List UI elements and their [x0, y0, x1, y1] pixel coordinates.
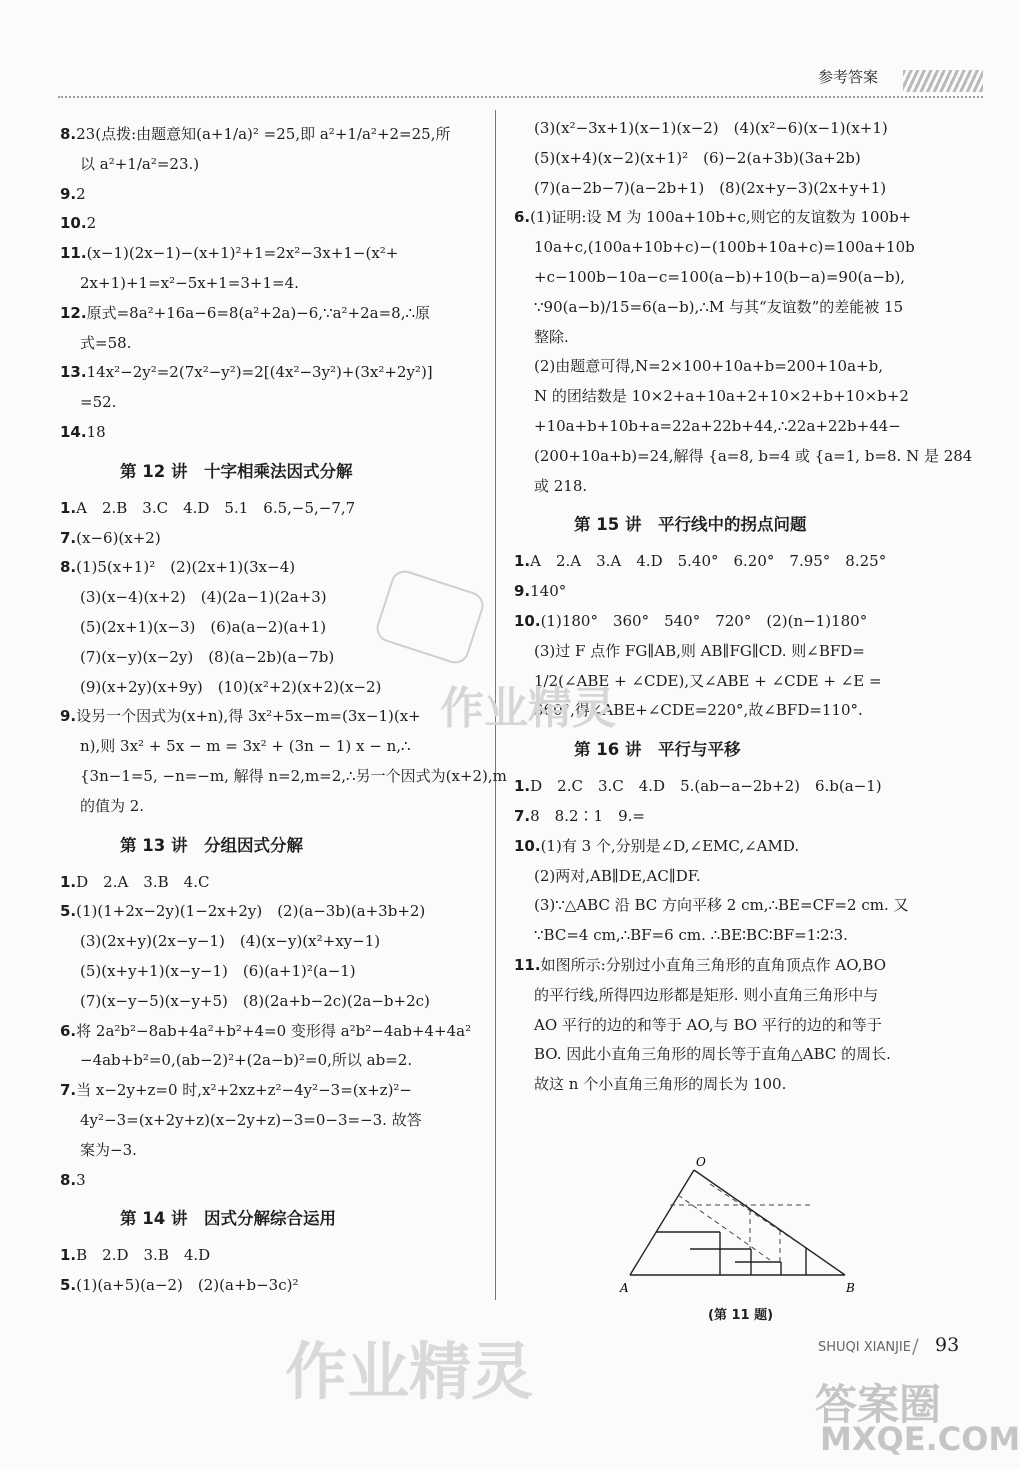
answer-text: A 2.A 3.A 4.D 5.40° 6.20° 7.95° 8.25° — [530, 552, 887, 571]
watermark-corner: 答案圈 — [815, 1380, 942, 1429]
answer-text: N 的团结数是 10×2+a+10a+2+10×2+b+10×b+2 — [534, 387, 909, 406]
answer-line — [80, 587, 327, 607]
answer-line — [534, 267, 905, 287]
section-heading: 第 13 讲 分组因式分解 — [120, 835, 303, 855]
answer-text: 2x+1)+1=x²−5x+1=3+1=4. — [80, 274, 299, 292]
answer-line — [80, 1140, 137, 1160]
answer-text: 设另一个因式为(x+n),得 3x²+5x−m=(3x−1)(x+ — [76, 707, 421, 726]
question-number: 11. — [60, 244, 87, 263]
answer-text: 23(点拨:由题意知(a+1/a)² =25,即 a²+1/a²+2=25,所 — [76, 125, 451, 143]
answer-line — [80, 392, 116, 412]
answer-text: D 2.A 3.B 4.C — [76, 872, 210, 891]
answer-text: 的值为 2. — [80, 796, 145, 815]
section-heading: 第 16 讲 平行与平移 — [574, 740, 741, 760]
answer-text: 案为−3. — [80, 1140, 137, 1159]
answer-line — [80, 736, 411, 756]
answer-text: +c−100b−10a−c=100(a−b)+10(b−a)=90(a−b), — [534, 268, 906, 286]
answer-line — [80, 333, 131, 353]
section-heading: 第 14 讲 因式分解综合运用 — [120, 1209, 336, 1229]
answer-text: (3)(x−4)(x+2) (4)(2a−1)(2a+3) — [80, 588, 327, 607]
answer-line — [60, 362, 433, 382]
question-number: 10. — [514, 612, 541, 630]
answer-line — [80, 677, 381, 697]
answer-text: n),则 3x² + 5x − m = 3x² + (3n − 1) x − n,∴ — [80, 737, 411, 756]
question-number: 9. — [60, 184, 77, 203]
answer-line — [80, 991, 430, 1011]
answer-text: 2 — [76, 184, 86, 203]
figure-label-o: O — [696, 1155, 706, 1169]
answer-text: 当 x−2y+z=0 时,x²+2xz+z²−4y²−3=(x+z)²− — [76, 1081, 413, 1100]
answer-text: 10a+c,(100a+10b+c)−(100b+10a+c)=100a+10b — [534, 238, 915, 257]
answer-text: 式=58. — [80, 333, 132, 352]
answer-text: (3)(x²−3x+1)(x−1)(x−2) (4)(x²−6)(x−1)(x+1) — [534, 119, 888, 137]
answer-text: 360°,得∠ABE+∠CDE=220°,故∠BFD=110°. — [534, 701, 863, 720]
answer-line — [534, 297, 903, 317]
answer-text: (1)(a+5)(a−2) (2)(a+b−3c)² — [76, 1276, 299, 1295]
answer-text: (1)5(x+1)² (2)(2x+1)(3x−4) — [76, 558, 296, 577]
answer-text: 3 — [76, 1170, 86, 1189]
answer-text: 2 — [86, 214, 97, 233]
answer-text: (7)(x−y)(x−2y) (8)(a−2b)(a−7b) — [80, 647, 335, 666]
answer-line — [534, 237, 915, 257]
answer-text: 14x²−2y²=2(7x²−y²)=2[(4x²−3y²)+(3x²+2y²)] — [86, 363, 433, 382]
header-decoration — [903, 70, 983, 92]
answer-line — [80, 273, 299, 293]
question-number: 12. — [60, 303, 87, 322]
answer-line — [534, 356, 883, 376]
answer-line — [534, 1015, 882, 1035]
answer-line — [80, 1050, 412, 1070]
answer-line — [534, 895, 909, 915]
answer-line — [534, 327, 569, 347]
answer-text: 如图所示:分别过小直角三角形的直角顶点作 AO,BO — [540, 956, 887, 974]
question-number: 8. — [60, 125, 77, 143]
question-number: 7. — [514, 807, 531, 825]
answer-text: (5)(2x+1)(x−3) (6)a(a−2)(a+1) — [80, 618, 327, 636]
question-number: 7. — [60, 528, 77, 547]
question-number: 5. — [60, 1276, 77, 1295]
answer-line — [534, 866, 701, 886]
answer-line — [80, 647, 334, 667]
answer-text: 8 8.2∶1 9.= — [530, 807, 645, 825]
answer-line — [80, 931, 380, 951]
answer-text: 1/2(∠ABE + ∠CDE),又∠ABE + ∠CDE + ∠E = — [534, 671, 882, 690]
question-number: 6. — [514, 208, 531, 227]
answer-text: ∵BC=4 cm,∴BF=6 cm. ∴BE∶BC∶BF=1∶2∶3. — [534, 926, 848, 945]
answer-line — [60, 422, 106, 442]
section-heading: 第 15 讲 平行线中的拐点问题 — [574, 515, 807, 535]
answer-line — [60, 1170, 86, 1190]
answer-text: D 2.C 3.C 4.D 5.(ab−a−2b+2) 6.b(a−1) — [530, 777, 882, 796]
answer-text: 故这 n 个小直角三角形的周长为 100. — [534, 1075, 787, 1094]
answer-line — [60, 706, 421, 726]
answer-line — [534, 178, 886, 198]
header-rule — [58, 96, 983, 98]
footer-divider: / — [912, 1334, 919, 1358]
watermark-bottom: 作业精灵 — [285, 1335, 534, 1408]
answer-text: 140° — [530, 582, 567, 601]
answer-text: (7)(a−2b−7)(a−2b+1) (8)(2x+y−3)(2x+y+1) — [534, 178, 887, 197]
watermark-url: MXQE.COM — [820, 1420, 1020, 1458]
question-number: 10. — [514, 836, 541, 855]
answer-line — [60, 1245, 210, 1265]
answer-text: (1)有 3 个,分别是∠D,∠EMC,∠AMD. — [540, 836, 800, 855]
answer-text: (5)(x+4)(x−2)(x+1)² (6)−2(a+3b)(3a+2b) — [534, 148, 861, 167]
answer-line — [514, 776, 882, 796]
answer-text: ∵90(a−b)/15=6(a−b),∴M 与其“友谊数”的差能被 15 — [534, 297, 904, 316]
answer-line — [534, 118, 888, 138]
answer-line — [60, 243, 398, 263]
answer-line — [80, 796, 144, 816]
answer-text: AO 平行的边的和等于 AO,与 BO 平行的边的和等于 — [534, 1015, 882, 1034]
answer-text: (3)过 F 点作 FG∥AB,则 AB∥FG∥CD. 则∠BFD= — [534, 641, 865, 660]
question-number: 1. — [514, 552, 531, 571]
answer-text: 或 218. — [534, 476, 588, 495]
answer-line — [514, 551, 886, 571]
watermark-stamp-icon — [373, 567, 487, 667]
answer-line — [80, 617, 326, 637]
answer-line — [514, 581, 566, 601]
answer-text: (9)(x+2y)(x+9y) (10)(x²+2)(x+2)(x−2) — [80, 677, 382, 696]
answer-text: (1)证明:设 M 为 100a+10b+c,则它的友谊数为 100b+ — [530, 208, 912, 227]
answer-text: +10a+b+10b+a=22a+22b+44,∴22a+22b+44− — [534, 417, 901, 435]
answer-line — [60, 1080, 412, 1100]
answer-text: B 2.D 3.B 4.D — [76, 1246, 211, 1265]
answer-text: A 2.B 3.C 4.D 5.1 6.5,−5,−7,7 — [76, 498, 356, 517]
answer-text: BO. 因此小直角三角形的周长等于直角△ABC 的周长. — [534, 1045, 891, 1064]
question-number: 9. — [514, 582, 531, 601]
question-number: 6. — [60, 1021, 77, 1040]
figure-label-b: B — [846, 1281, 855, 1295]
answer-text: (7)(x−y−5)(x−y+5) (8)(2a+b−2c)(2a−b+2c) — [80, 991, 430, 1010]
question-number: 1. — [60, 498, 77, 517]
answer-line — [514, 207, 911, 227]
answer-text: 原式=8a²+16a−6=8(a²+2a)−6,∵a²+2a=8,∴原 — [86, 303, 431, 322]
question-number: 7. — [60, 1081, 77, 1100]
answer-text: (3)(2x+y)(2x−y−1) (4)(x−y)(x²+xy−1) — [80, 932, 381, 951]
answer-text: (2)由题意可得,N=2×100+10a+b=200+10a+b, — [534, 357, 883, 376]
answer-text: (1)(1+2x−2y)(1−2x+2y) (2)(a−3b)(a+3b+2) — [76, 902, 426, 921]
answer-line — [60, 557, 295, 577]
answer-line — [534, 1074, 786, 1094]
answer-text: (200+10a+b)=24,解得 {a=8, b=4 或 {a=1, b=8. N 是 284 — [534, 446, 973, 465]
answer-text: (2)两对,AB∥DE,AC∥DF. — [534, 866, 701, 885]
answer-text: 将 2a²b²−8ab+4a²+b²+4=0 变形得 a²b²−4ab+4+4a² — [76, 1021, 472, 1040]
footer-series: SHUQI XIANJIE — [818, 1340, 911, 1355]
answer-line — [534, 476, 587, 496]
answer-text: 以 a²+1/a²=23.) — [80, 154, 200, 173]
answer-text: 的平行线,所得四边形都是矩形. 则小直角三角形中与 — [534, 985, 879, 1004]
answer-line — [534, 925, 848, 945]
question-number: 14. — [60, 423, 87, 441]
section-heading: 第 12 讲 十字相乘法因式分解 — [120, 461, 353, 481]
answer-line — [534, 386, 909, 406]
question-number: 1. — [60, 872, 77, 891]
question-number: 13. — [60, 363, 87, 382]
answer-line — [60, 901, 425, 921]
answer-text: (x−1)(2x−1)−(x+1)²+1=2x²−3x+1−(x²+ — [86, 244, 399, 263]
answer-line — [60, 498, 355, 518]
answer-line — [534, 641, 865, 661]
figure-11-triangle-diagram — [610, 1150, 870, 1300]
answer-text: (3)∵△ABC 沿 BC 方向平移 2 cm,∴BE=CF=2 cm. 又 — [534, 896, 909, 915]
question-number: 10. — [60, 214, 87, 233]
answer-text: 4y²−3=(x+2y+z)(x−2y+z)−3=0−3=−3. 故答 — [80, 1111, 422, 1129]
header-label: 参考答案 — [818, 68, 879, 86]
question-number: 8. — [60, 1170, 77, 1189]
answer-line — [80, 1110, 422, 1130]
question-number: 8. — [60, 558, 77, 577]
page-number: 93 — [935, 1334, 960, 1356]
answer-line — [534, 985, 878, 1005]
answer-line — [60, 213, 96, 233]
answer-line — [60, 303, 430, 323]
answer-text: (1)180° 360° 540° 720° (2)(n−1)180° — [540, 612, 868, 630]
answer-text: {3n−1=5, −n=−m, 解得 n=2,m=2,∴另一个因式为(x+2),m — [80, 767, 507, 785]
answer-line — [60, 184, 86, 204]
answer-line — [534, 416, 901, 436]
figure-label-a: A — [620, 1281, 629, 1295]
answer-line — [60, 872, 209, 892]
answer-line — [60, 124, 450, 144]
question-number: 11. — [514, 956, 541, 974]
answer-line — [80, 961, 356, 981]
answer-text: 18 — [86, 423, 106, 441]
question-number: 1. — [514, 777, 531, 796]
answer-line — [534, 446, 972, 466]
answer-line — [80, 154, 199, 174]
question-number: 9. — [60, 707, 77, 726]
answer-text: −4ab+b²=0,(ab−2)²+(2a−b)²=0,所以 ab=2. — [80, 1051, 413, 1070]
answer-line — [60, 528, 161, 548]
answer-line — [534, 148, 861, 168]
answer-line — [514, 611, 867, 631]
question-number: 5. — [60, 902, 77, 921]
answer-text: =52. — [80, 393, 117, 412]
question-number: 1. — [60, 1246, 77, 1265]
answer-line — [514, 806, 645, 826]
answer-line — [60, 1021, 471, 1041]
figure-caption: (第 11 题) — [708, 1308, 774, 1323]
answer-line — [80, 766, 507, 786]
answer-line — [514, 955, 886, 975]
answer-line — [534, 1044, 891, 1064]
watermark-middle: 作业精灵 — [440, 683, 616, 734]
answer-text: 整除. — [534, 327, 569, 346]
answer-line — [60, 1275, 299, 1295]
answer-text: (5)(x+y+1)(x−y−1) (6)(a+1)²(a−1) — [80, 962, 356, 980]
answer-line — [514, 836, 799, 856]
answer-text: (x−6)(x+2) — [76, 528, 161, 547]
